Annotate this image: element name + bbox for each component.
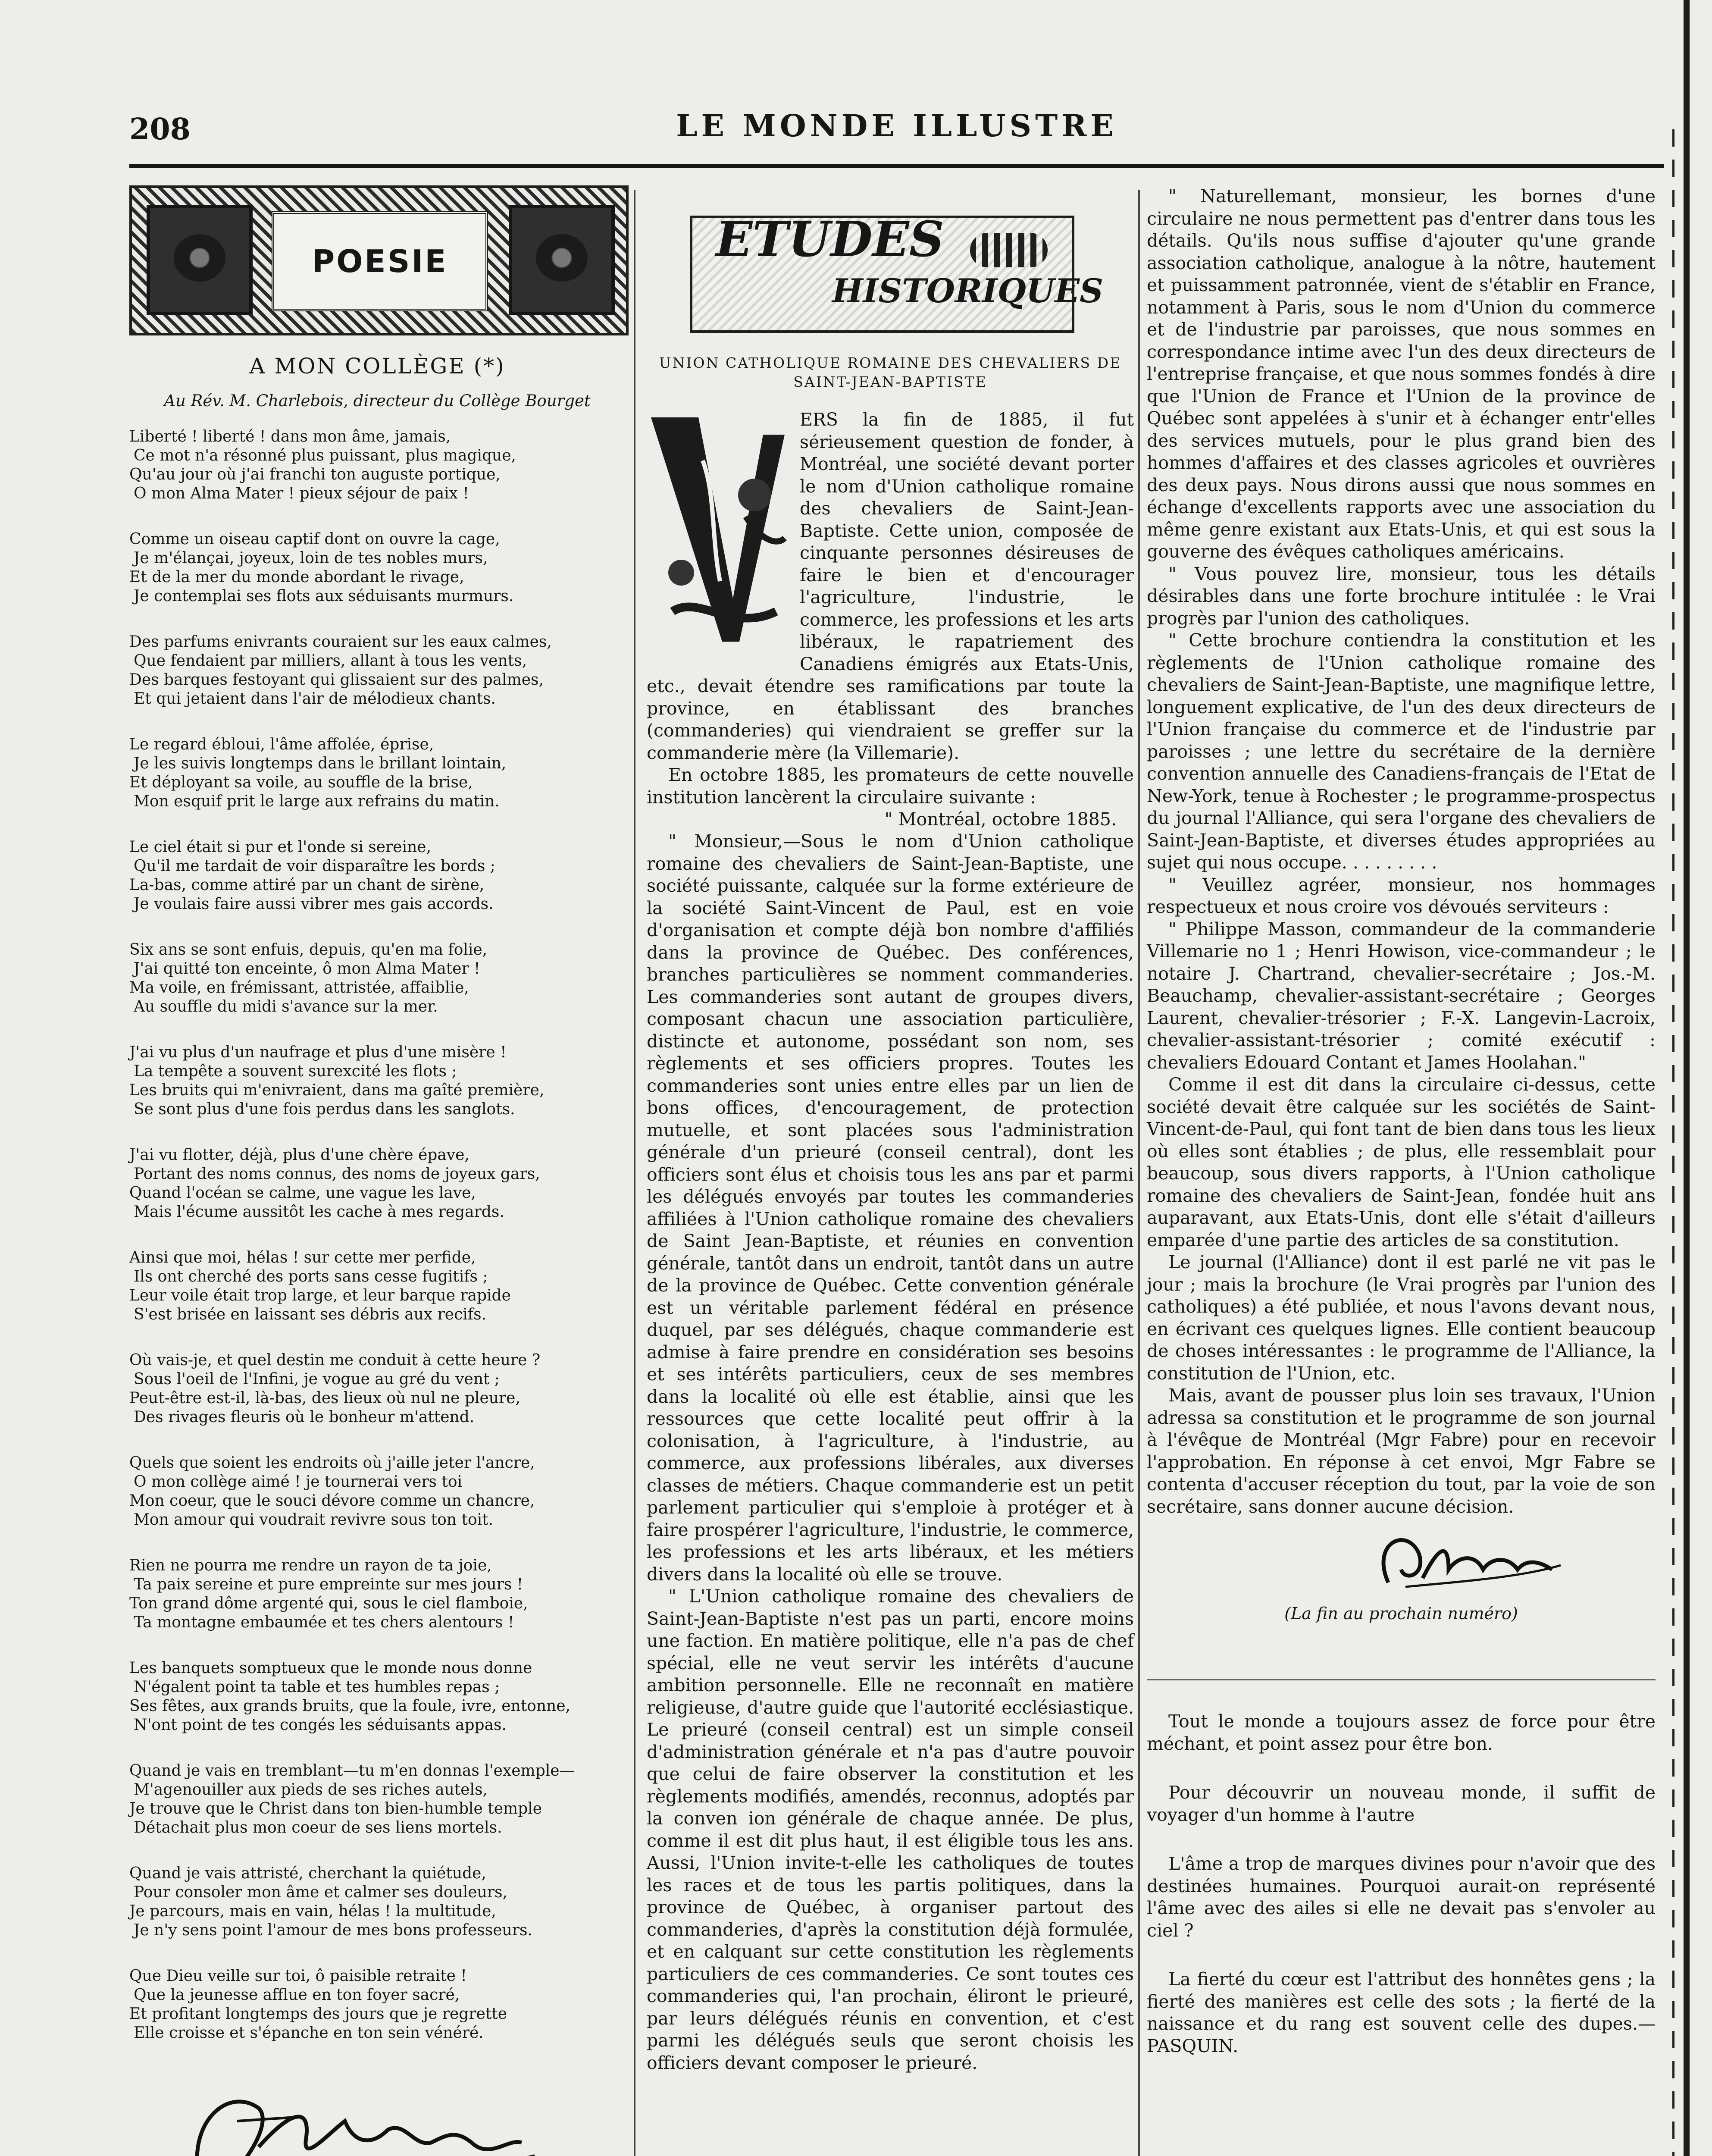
article-paragraph: Mais, avant de pousser plus loin ses travaux, l'Union adressa sa constitution et le programme de son journal à l'évêque de Montréal (Mgr Fabre) pour en recevoir l'approbation. En réponse à cet envoi, Mgr Fabre se contenta d'accuser réception du tout, par la voie de son secrétaire, sans donner aucune décision.: [1147, 1385, 1656, 1517]
poem-line: Au souffle du midi s'avance sur la mer.: [134, 998, 438, 1015]
poem-line: Rien ne pourra me rendre un rayon de ta joie,: [129, 1557, 492, 1574]
article-paragraph: " Naturellemant, monsieur, les bornes d'une circulaire ne nous permettent pas d'entrer dans tous les détails. Qu'ils nous suffise d'ajouter qu'une grande association catholique, analogue à la nôtre, hautement et puissamment patronnée, vient de s'établir en France, notamment à Paris, sous le nom d'Union du commerce et de l'industrie par paroisses, que nous sommes en correspondance intime avec l'un des deux directeurs de l'entreprise française, et que nous sommes fondés à dire que l'Union de France et l'Union de la province de Québec sont appelées à s'unir et à échanger entr'elles des services mutuels, pour le plus grand bien des hommes d'affaires et des classes agricoles et ouvrières des deux pays. Nous dirons aussi que nous sommes en échange d'excellents rapports avec une association du même genre existant aux Etats-Unis, et qui est sous la gouverne des évêques catholiques américains.: [1147, 186, 1656, 562]
column-divider: [634, 190, 635, 2156]
page-edge-rule: [1684, 0, 1690, 2156]
to-be-continued: (La fin au prochain numéro): [1284, 1604, 1518, 1623]
poem-line: Des parfums enivrants couraient sur les eaux calmes,: [129, 633, 552, 651]
poem-stanza: [129, 735, 625, 811]
poem-line: Se sont plus d'une fois perdus dans les sanglots.: [134, 1100, 515, 1118]
poem-line: Les bruits qui m'enivraient, dans ma gaîté première,: [129, 1081, 545, 1099]
poem-line: Que la jeunesse afflue en ton foyer sacré,: [134, 1986, 460, 2004]
poem-stanza: [129, 633, 625, 708]
etudes-label: ETUDES: [716, 211, 944, 268]
poem-line: N'égalent point ta table et tes humbles repas ;: [134, 1678, 500, 1696]
poem-line: Je contemplai ses flots aux séduisants murmurs.: [134, 587, 514, 605]
poem-line: Ce mot n'a résonné plus puissant, plus magique,: [134, 447, 516, 464]
poem-line: O mon collège aimé ! je tournerai vers toi: [134, 1473, 463, 1491]
poem-stanza: [129, 1967, 625, 2043]
poem-line: Où vais-je, et quel destin me conduit à cette heure ?: [129, 1351, 541, 1369]
poem-line: Et qui jetaient dans l'air de mélodieux chants.: [134, 690, 496, 708]
poem-line: M'agenouiller aux pieds de ses riches autels,: [134, 1781, 488, 1799]
poem-stanza: [129, 1146, 625, 1222]
dropcap-v-icon: [647, 409, 789, 655]
article-paragraph: Comme il est dit dans la circulaire ci-dessus, cette société devait être calquée sur les sociétés de Saint-Vincent-de-Paul, qui font tant de bien dans tous les lieux où elles sont établies ; de plus, elle ressemblait pour beaucoup, sous divers rapports, à l'Union catholique romaine des chevaliers de Saint-Jean, fondée huit ans auparavant, aux Etats-Unis, dont elle s'était d'ailleurs emparée d'une partie des articles de sa constitution.: [1147, 1074, 1656, 1250]
poem-line: Et de la mer du monde abordant le rivage,: [129, 568, 464, 586]
poem-stanza: [129, 1351, 625, 1427]
poem-line: Peut-être est-il, là-bas, des lieux où nul ne pleure,: [129, 1389, 520, 1407]
poem-stanza: [129, 530, 625, 606]
poem-line: Je voulais faire aussi vibrer mes gais accords.: [134, 895, 494, 913]
poem-line: Elle croisse et s'épanche en ton sein vénéré.: [134, 2024, 484, 2042]
poem-line: Quand l'océan se calme, une vague les lave,: [129, 1184, 476, 1202]
poem-line: La-bas, comme attiré par un chant de sirène,: [129, 876, 485, 894]
article-paragraph: ERS la fin de 1885, il fut sérieusement question de fonder, à Montréal, une société devant porter le nom d'Union catholique romaine des chevaliers de Saint-Jean-Baptiste. Cette union, composée de cinquante personnes désireuses de faire le bien et d'encourager l'agriculture, l'industrie, le commerce, les professions et les arts libéraux, le rapatriement des Canadiens émigrés aux Etats-Unis, etc., devait étendre ses ramifications par toute la province, en établissant des branches (commanderies) qui viendraient se greffer sur la commanderie mère (la Villemarie).: [647, 409, 1134, 763]
poem-stanza: [129, 1761, 625, 1837]
article-paragraph: " Veuillez agréer, monsieur, nos hommages respectueux et nous croire vos dévoués serviteurs :: [1147, 874, 1656, 917]
poem-line: O mon Alma Mater ! pieux séjour de paix !: [134, 485, 469, 502]
poem-line: Les banquets somptueux que le monde nous donne: [129, 1659, 532, 1677]
poem-stanza: [129, 1659, 625, 1735]
article-paragraph: " L'Union catholique romaine des chevaliers de Saint-Jean-Baptiste n'est pas un parti, encore moins une faction. En matière politique, elle n'a pas de chef spécial, elle ne veut servir les intérêts d'aucune ambition personnelle. Elle ne reconnaît en matière religieuse, d'autre guide que l'autorité ecclésiastique. Le prieuré (conseil central) est un simple conseil d'administration générale et n'a pas d'autre pouvoir que celui de faire observer la constitution et les règlements modifiés, amendés, reconnus, adoptés par la conven ion générale de chaque année. De plus, comme il est dit plus haut, il est éligible tous les ans. Aussi, l'Union invite-t-elle les catholiques de toutes les races et de tous les partis politiques, dans la province de Québec, à organiser partout des commanderies, d'après la constitution déjà formulée, et en calquant sur cette constitution les règlements particuliers de ces commanderies. Ce sont toutes ces commanderies qui, l'an prochain, éliront le prieuré, par leurs délégués réunis en convention, et c'est parmi les délégués seuls que seront choisis les officiers devant composer le prieuré.: [647, 1586, 1134, 2073]
page-number: 208: [129, 112, 191, 147]
article-column-2: [1147, 185, 1656, 2084]
poem-line: La tempête a souvent surexcité les flots ;: [134, 1062, 457, 1080]
poem-column: [129, 185, 625, 2156]
poem-line: Le ciel était si pur et l'onde si sereine,: [129, 838, 432, 856]
signature-poitras: [129, 2069, 625, 2156]
page-header: [129, 108, 1664, 164]
poem-line: Je parcours, mais en vain, hélas ! la multitude,: [129, 1902, 496, 1920]
article-title: UNION CATHOLIQUE ROMAINE DES CHEVALIERS DE SAINT-JEAN-BAPTISTE: [659, 354, 1122, 390]
etudes-historiques-banner: [690, 207, 1104, 336]
poem-stanza: [129, 1248, 625, 1324]
poem-line: Ta paix sereine et pure empreinte sur mes jours !: [134, 1576, 523, 1593]
poem-line: J'ai vu plus d'un naufrage et plus d'une misère !: [129, 1044, 507, 1061]
poem-line: Des rivages fleuris où le bonheur m'attend.: [134, 1408, 475, 1426]
maxim: L'âme a trop de marques divines pour n'avoir que des destinées humaines. Pourquoi aurait-on représenté l'âme avec des ailes si elle ne devait pas s'envoler au ciel ?: [1147, 1853, 1656, 1941]
column-divider: [1138, 190, 1140, 2156]
poem-line: Ton grand dôme argenté qui, sous le ciel flamboie,: [129, 1595, 528, 1612]
article-paragraph: " Monsieur,—Sous le nom d'Union catholique romaine des chevaliers de Saint-Jean-Baptiste, une société puissante, calquée sur la forme extérieure de la société Saint-Vincent de Paul, est en voie d'organisation et compte déjà bon nombre d'affiliés dans la province de Québec. Des conférences, branches particulières se nomment commanderies. Les commanderies sont autant de groupes divers, composant chacun une association particulière, distincte et autonome, possédant son nom, ses règlements et ses officiers propres. Toutes les commanderies sont unies entre elles par un lien de bons offices, d'encouragement, de protection mutuelle, et sont placées sous l'administration générale d'un prieuré (conseil central), dont les officiers sont élus et choisis tous les ans par et parmi les délégués envoyés par toutes les commanderies affiliées à l'Union catholique romaine des chevaliers de Saint Jean-Baptiste, et réunies en convention générale, tantôt dans un endroit, tantôt dans un autre de la province de Québec. Cette convention générale est un véritable parlement fédéral en présence duquel, par ses délégués, chaque commanderie est admise à faire prendre en considération ses besoins et ses intérêts particuliers, ceux de ses membres dans la localité où elle est établie, ainsi que les ressources que cette localité peut offrir à la colonisation, à l'agriculture, à l'industrie, au commerce, aux professions libérales, aux diverses classes de métiers. Chaque commanderie est un petit parlement particulier qui s'emploie à protéger et à faire prospérer l'agriculture, l'industrie, le commerce, les professions et les arts libéraux, et les métiers divers dans la localité où elle se trouve.: [647, 831, 1134, 1585]
poem-stanza: [129, 1043, 625, 1119]
poem-stanza: [129, 940, 625, 1016]
poem-title: A MON COLLÈGE (*): [249, 354, 505, 379]
poem-line: Des barques festoyant qui glissaient sur des palmes,: [129, 671, 544, 689]
poem-line: Je n'y sens point l'amour de mes bons professeurs.: [134, 1921, 532, 1939]
poem-line: Je m'élançai, joyeux, loin de tes nobles murs,: [134, 549, 488, 567]
poem-line: J'ai vu flotter, déjà, plus d'une chère épave,: [129, 1146, 469, 1164]
poem-line: Portant des noms connus, des noms de joyeux gars,: [134, 1165, 540, 1183]
poem-line: Ainsi que moi, hélas ! sur cette mer perfide,: [129, 1249, 476, 1266]
poem-stanza: [129, 1864, 625, 1940]
article-paragraph: " Vous pouvez lire, monsieur, tous les détails désirables dans une forte brochure intitulée : le Vrai progrès par l'union des catholiques.: [1147, 563, 1656, 629]
poem-line: Six ans se sont enfuis, depuis, qu'en ma folie,: [129, 941, 488, 959]
poem-line: Je les suivis longtemps dans le brillant lointain,: [134, 755, 507, 772]
poem-line: Je trouve que le Christ dans ton bien-humble temple: [129, 1800, 542, 1818]
poem-line: Comme un oiseau captif dont on ouvre la cage,: [129, 530, 500, 548]
article-paragraph: Le journal (l'Alliance) dont il est parlé ne vit pas le jour ; mais la brochure (le Vrai progrès par l'union des catholiques) a été publiée, et nous l'avons devant nous, en écrivant ces quelques lignes. Elle contient beaucoup de choses intéressantes : le programme de l'Alliance, la constitution de l'Union, etc.: [1147, 1252, 1656, 1384]
poem-line: Qu'au jour où j'ai franchi ton auguste portique,: [129, 466, 501, 483]
poem-stanza: [129, 1454, 625, 1529]
maxim: Tout le monde a toujours assez de force pour être méchant, et point assez pour être bon.: [1147, 1711, 1656, 1754]
poem-line: Pour consoler mon âme et calmer ses douleurs,: [134, 1883, 507, 1901]
poem-stanza: [129, 427, 625, 503]
poem-line: Mon esquif prit le large aux refrains du matin.: [134, 793, 500, 810]
poem-line: Mais l'écume aussitôt les cache à mes regards.: [134, 1203, 504, 1221]
article-paragraph: " Philippe Masson, commandeur de la commanderie Villemarie no 1 ; Henri Howison, vice-commandeur ; le notaire J. Chartrand, chevalier-secrétaire ; Jos.-M. Beauchamp, chevalier-assistant-secrétaire ; Georges Laurent, chevalier-trésorier ; F.-X. Langevin-Lacroix, chevalier-assistant-trésorier ; comité exécutif : chevaliers Edouard Contant et James Hoolahan.": [1147, 918, 1656, 1073]
poem-line: Ils ont cherché des ports sans cesse fugitifs ;: [134, 1268, 488, 1285]
poem-line: Ta montagne embaumée et tes chers alentours !: [134, 1614, 514, 1631]
poem-stanza: [129, 838, 625, 914]
poem-line: Que fendaient par milliers, allant à tous les vents,: [134, 652, 527, 670]
poem-line: Quand je vais en tremblant—tu m'en donnas l'exemple—: [129, 1762, 575, 1780]
poem-line: N'ont point de tes congés les séduisants appas.: [134, 1716, 507, 1734]
maxim: La fierté du cœur est l'attribut des honnêtes gens ; la fierté des manières est celle des sots ; la fierté de la naissance et du rang est souvent celle des dupes.—PASQUIN.: [1147, 1969, 1656, 2056]
poem-line: J'ai quitté ton enceinte, ô mon Alma Mater !: [134, 960, 480, 978]
poesie-label: POESIE: [312, 243, 448, 279]
circular-dateline: " Montréal, octobre 1885.: [884, 809, 1117, 830]
poem-line: Et déployant sa voile, au souffle de la brise,: [129, 774, 473, 791]
section-separator: [1147, 1679, 1656, 1680]
poem-line: Mon coeur, que le souci dévore comme un chancre,: [129, 1492, 535, 1510]
header-rule: [129, 164, 1664, 168]
article-paragraph: " Cette brochure contiendra la constitution et les règlements de l'Union catholique romaine des chevaliers de Saint-Jean-Baptiste, une magnifique lettre, longuement explicative, de l'un des deux directeurs de l'Union française du commerce et de l'industrie par paroisses ; une lettre du secrétaire de la dernière convention annuelle des Canadiens-français de l'Etat de New-York, tenue à Rochester ; le programme-prospectus du journal l'Alliance, qui sera l'organe des chevaliers de Saint-Jean-Baptiste, et diverses études appropriées au sujet qui nous occupe. . . . . . . . .: [1147, 630, 1656, 873]
poem-line: Détachait plus mon coeur de ses liens mortels.: [134, 1819, 502, 1836]
poem-dedication: Au Rév. M. Charlebois, directeur du Collège Bourget: [164, 392, 591, 410]
poem-line: Qu'il me tardait de voir disparaître les bords ;: [134, 857, 495, 875]
historiques-label: HISTORIQUES: [832, 272, 1104, 310]
masthead: LE MONDE ILLUSTRE: [676, 108, 1117, 144]
poem-body: [129, 427, 625, 2043]
poem-line: Le regard ébloui, l'âme affolée, éprise,: [129, 736, 434, 753]
signature-dumont: [1147, 1518, 1656, 1604]
page-edge-dashes: [1672, 129, 1674, 2156]
poem-line: Quels que soient les endroits où j'aille jeter l'ancre,: [129, 1454, 535, 1472]
poem-line: Liberté ! liberté ! dans mon âme, jamais,: [129, 428, 451, 445]
ornament-icon: [147, 205, 253, 315]
article-column-1: [647, 185, 1134, 2074]
ornament-icon: [509, 205, 615, 315]
poem-line: Quand je vais attristé, cherchant la quiétude,: [129, 1865, 486, 1882]
poem-line: Sous l'oeil de l'Infini, je vogue au gré du vent ;: [134, 1370, 500, 1388]
poem-line: Leur voile était trop large, et leur barque rapide: [129, 1287, 511, 1304]
poem-line: Ma voile, en frémissant, attristée, affaiblie,: [129, 979, 469, 997]
scroll-ornament-icon: [970, 233, 1048, 267]
poem-line: Et profitant longtemps des jours que je regrette: [129, 2005, 507, 2023]
poesie-banner: [129, 185, 625, 332]
poem-line: Mon amour qui voudrait revivre sous ton toit.: [134, 1511, 494, 1529]
article-paragraph: En octobre 1885, les promateurs de cette nouvelle institution lancèrent la circulaire suivante :: [647, 765, 1134, 808]
poem-line: S'est brisée en laissant ses débris aux recifs.: [134, 1306, 487, 1323]
maxim: Pour découvrir un nouveau monde, il suffit de voyager d'un homme à l'autre: [1147, 1782, 1656, 1825]
poem-line: Ses fêtes, aux grands bruits, que la foule, ivre, entonne,: [129, 1697, 570, 1715]
poem-line: Que Dieu veille sur toi, ô paisible retraite !: [129, 1967, 467, 1985]
poem-stanza: [129, 1556, 625, 1632]
